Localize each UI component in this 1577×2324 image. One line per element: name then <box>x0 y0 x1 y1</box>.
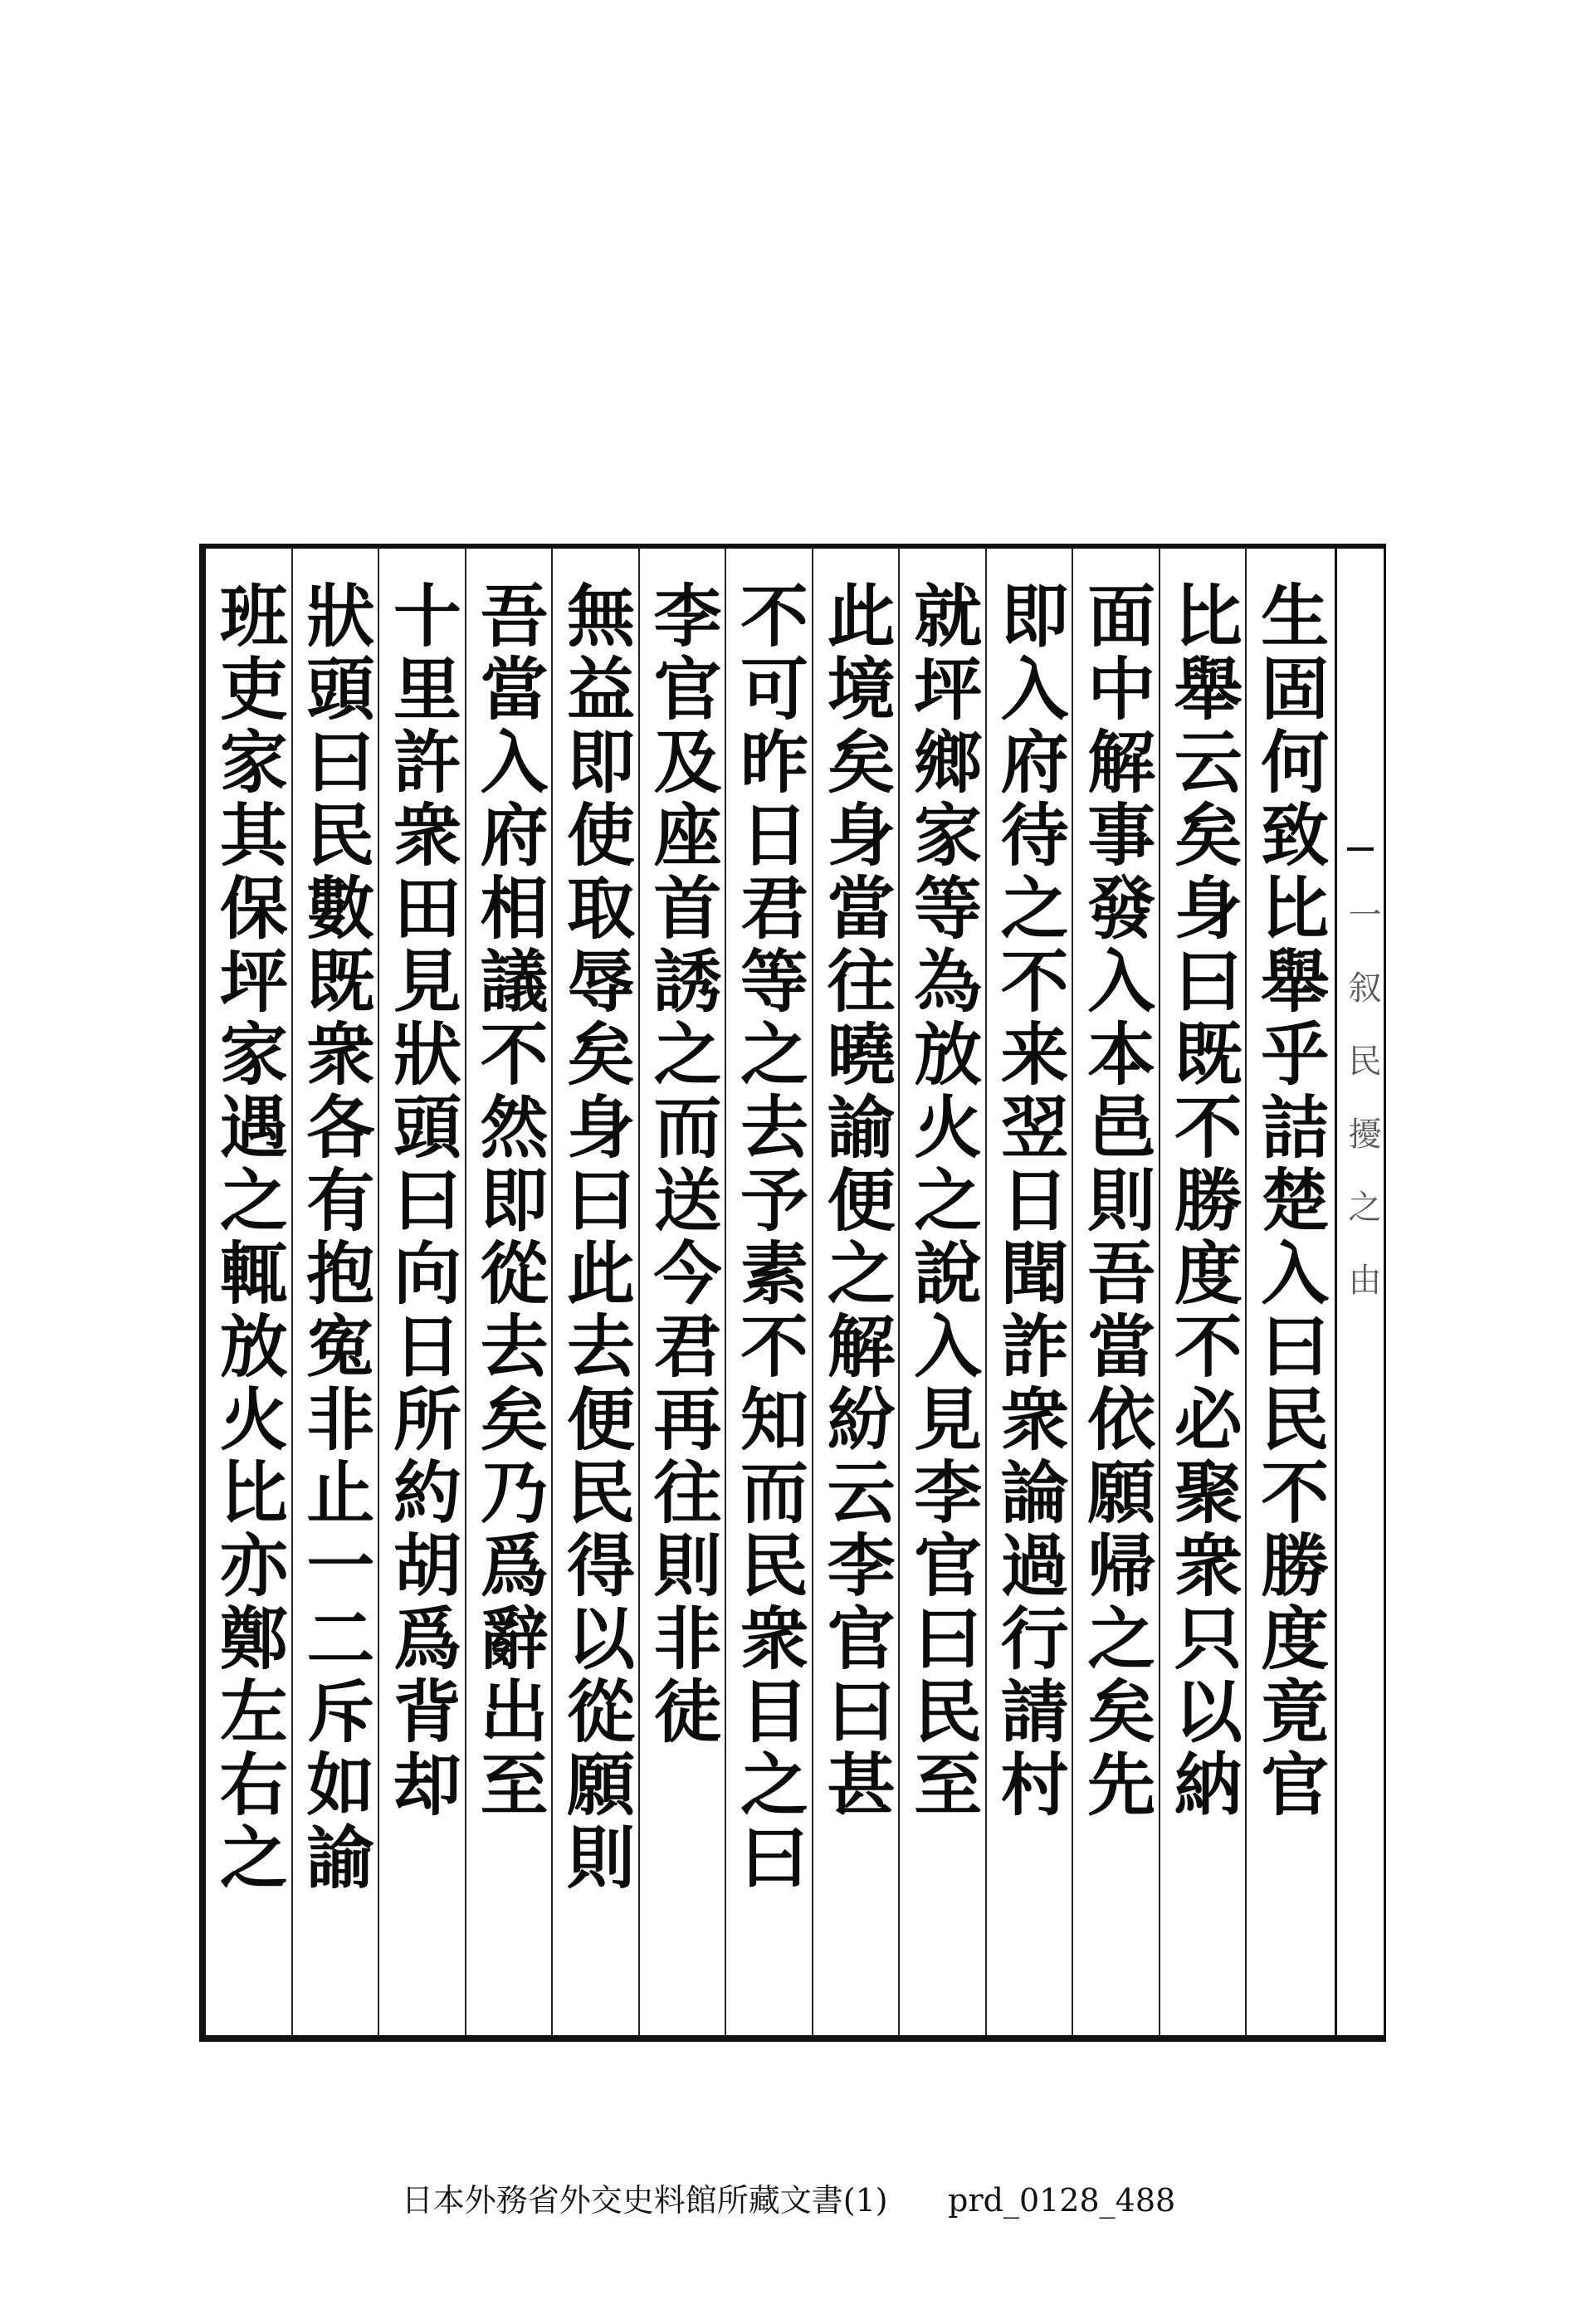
column-text: 此境矣身當往曉諭便之解紛云李官曰甚 <box>816 580 896 1822</box>
document-code: prd_0128_488 <box>948 2182 1176 2219</box>
column-text: 班吏家其保坪家遇之輒放火比亦鄭左右之 <box>208 580 289 1895</box>
text-column <box>551 549 638 2035</box>
text-column <box>725 549 812 2035</box>
column-text: 無益即使取辱矣身曰此去便民得以從願則 <box>555 580 636 1895</box>
text-column <box>1072 549 1159 2035</box>
text-column <box>1159 549 1246 2035</box>
text-column <box>638 549 725 2035</box>
column-text: 十里許衆田見狀頭曰向日所約胡爲背却 <box>382 580 462 1822</box>
column-text: 不可昨日君等之去予素不知而民衆目之曰 <box>729 580 809 1895</box>
text-columns <box>206 549 1332 2035</box>
text-column <box>812 549 899 2035</box>
text-column <box>898 549 985 2035</box>
column-text: 面中解事發入本邑則吾當依願帰之矣先 <box>1076 580 1156 1822</box>
archive-source: 日本外務省外交史料館所藏文書(1) <box>401 2182 888 2219</box>
column-text: 即入府待之不来翌日聞詐衆論過行請村 <box>989 580 1070 1822</box>
margin-gutter <box>1335 549 1386 2035</box>
gutter-tick-mark <box>1347 847 1374 851</box>
column-text: 就坪鄉家等為放火之說入見李官曰民至 <box>902 580 983 1822</box>
column-text: 狀頭曰民數既衆各有抱寃非止一二斥如諭 <box>295 580 375 1895</box>
text-column <box>985 549 1072 2035</box>
text-column <box>206 549 291 2035</box>
column-text: 比舉云矣身曰既不勝度不必聚衆只以納 <box>1163 580 1243 1822</box>
column-text: 吾當入府相議不然即從去矣乃爲辭出至 <box>468 580 549 1822</box>
text-column <box>465 549 552 2035</box>
column-text: 生固何致比舉乎詰楚入曰民不勝度竟官 <box>1249 580 1330 1822</box>
text-column <box>291 549 378 2035</box>
text-column <box>378 549 465 2035</box>
column-text: 李官及座首誘之而送今君再往則非徒 <box>642 580 723 1749</box>
text-column <box>1245 549 1332 2035</box>
document-frame <box>199 544 1386 2042</box>
gutter-caption: 一 叙 民 擾 之 由 <box>1343 897 1381 1299</box>
archive-footer <box>0 2175 1577 2220</box>
